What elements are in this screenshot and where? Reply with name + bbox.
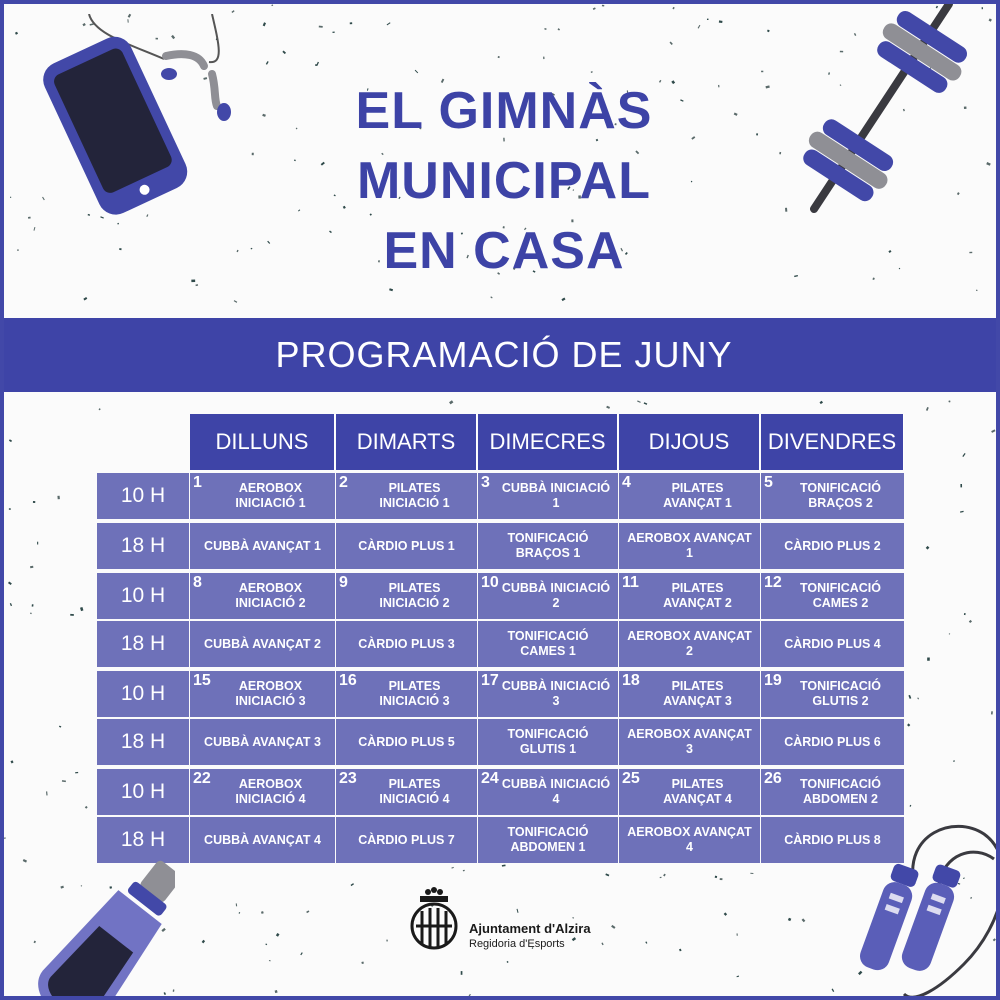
class-cell [619, 769, 760, 815]
class-name: PILATES AVANÇAT 2 [663, 581, 732, 610]
class-cell [336, 769, 477, 815]
title-line-1: EL GIMNÀS [355, 82, 653, 140]
day-number: 1 [193, 474, 202, 491]
class-name: AEROBOX INICIACIÓ 2 [235, 581, 306, 610]
day-header: DIMECRES [478, 414, 618, 470]
class-name: TONIFICACIÓ CAMES 1 [507, 629, 589, 658]
water-bottle-icon [0, 849, 175, 1000]
class-name: CUBBÀ AVANÇAT 4 [204, 832, 321, 847]
day-number: 26 [764, 770, 782, 787]
day-number: 4 [622, 474, 631, 491]
class-cell [190, 769, 335, 815]
day-number: 23 [339, 770, 357, 787]
main-title [204, 76, 804, 286]
class-name: PILATES INICIACIÓ 2 [379, 581, 450, 610]
time-slot-label: 10 H [97, 573, 189, 619]
day-number: 19 [764, 672, 782, 689]
class-cell [761, 573, 904, 619]
class-name: CÀRDIO PLUS 2 [784, 538, 881, 553]
dumbbell-icon [799, 4, 974, 219]
class-cell [619, 621, 760, 667]
class-cell [336, 523, 477, 569]
day-header: DIVENDRES [761, 414, 904, 470]
class-cell [478, 523, 618, 569]
class-name: CUBBÀ INICIACIÓ 3 [501, 679, 611, 708]
class-name: CUBBÀ AVANÇAT 3 [204, 734, 321, 749]
day-number: 17 [481, 672, 499, 689]
class-name: AEROBOX INICIACIÓ 4 [235, 777, 306, 806]
class-name: TONIFICACIÓ BRAÇOS 2 [799, 481, 882, 510]
class-cell [478, 817, 618, 863]
day-header: DIJOUS [619, 414, 760, 470]
class-cell [478, 671, 618, 717]
class-cell [190, 573, 335, 619]
class-cell [478, 719, 618, 765]
day-number: 25 [622, 770, 640, 787]
time-slot-label: 18 H [97, 817, 189, 863]
class-cell [190, 671, 335, 717]
class-cell [478, 573, 618, 619]
day-header: DIMARTS [336, 414, 477, 470]
class-cell [190, 719, 335, 765]
class-cell [619, 573, 760, 619]
class-name: CÀRDIO PLUS 7 [358, 832, 455, 847]
class-cell [336, 719, 477, 765]
class-name: CUBBÀ INICIACIÓ 2 [501, 581, 611, 610]
class-name: CÀRDIO PLUS 6 [784, 734, 881, 749]
day-number: 18 [622, 672, 640, 689]
class-name: AEROBOX AVANÇAT 2 [627, 629, 752, 658]
day-number: 22 [193, 770, 211, 787]
day-number: 5 [764, 474, 773, 491]
day-number: 3 [481, 474, 490, 491]
class-cell [761, 621, 904, 667]
class-cell [336, 473, 477, 519]
class-name: TONIFICACIÓ ABDOMEN 1 [507, 825, 589, 854]
class-name: CÀRDIO PLUS 5 [358, 734, 455, 749]
class-name: PILATES INICIACIÓ 3 [379, 679, 450, 708]
day-number: 12 [764, 574, 782, 591]
class-cell [619, 719, 760, 765]
time-slot-label: 18 H [97, 621, 189, 667]
class-name: PILATES AVANÇAT 1 [663, 481, 732, 510]
time-slot-label: 18 H [97, 719, 189, 765]
class-cell [190, 817, 335, 863]
class-cell [761, 671, 904, 717]
class-name: PILATES AVANÇAT 3 [663, 679, 732, 708]
time-slot-label: 10 H [97, 473, 189, 519]
class-cell [478, 769, 618, 815]
class-name: PILATES AVANÇAT 4 [663, 777, 732, 806]
day-number: 11 [622, 574, 639, 591]
class-cell [336, 671, 477, 717]
class-cell [619, 817, 760, 863]
class-cell [761, 523, 904, 569]
class-name: CUBBÀ AVANÇAT 1 [204, 538, 321, 553]
time-slot-label: 18 H [97, 523, 189, 569]
class-name: AEROBOX INICIACIÓ 1 [235, 481, 306, 510]
class-cell [619, 523, 760, 569]
class-cell [336, 573, 477, 619]
class-cell [761, 473, 904, 519]
day-number: 9 [339, 574, 348, 591]
class-name: TONIFICACIÓ CAMES 2 [799, 581, 882, 610]
class-cell [190, 621, 335, 667]
month-banner: PROGRAMACIÓ DE JUNY [4, 318, 1000, 392]
day-number: 24 [481, 770, 499, 787]
class-cell [761, 719, 904, 765]
class-name: TONIFICACIÓ BRAÇOS 1 [507, 531, 589, 560]
title-line-3: EN CASA [383, 222, 625, 280]
class-name: PILATES INICIACIÓ 4 [379, 777, 450, 806]
class-name: TONIFICACIÓ ABDOMEN 2 [799, 777, 882, 806]
class-name: PILATES INICIACIÓ 1 [379, 481, 450, 510]
class-name: AEROBOX AVANÇAT 4 [627, 825, 752, 854]
jump-rope-icon [844, 814, 1000, 1000]
class-cell [190, 523, 335, 569]
class-name: CÀRDIO PLUS 8 [784, 832, 881, 847]
class-name: CUBBÀ INICIACIÓ 1 [501, 481, 611, 510]
time-slot-label: 10 H [97, 671, 189, 717]
class-cell [761, 769, 904, 815]
class-name: AEROBOX INICIACIÓ 3 [235, 679, 306, 708]
class-cell [478, 621, 618, 667]
day-number: 2 [339, 474, 348, 491]
day-number: 16 [339, 672, 357, 689]
class-cell [478, 473, 618, 519]
day-header: DILLUNS [190, 414, 335, 470]
class-cell [619, 473, 760, 519]
footer-subtitle: Regidoria d'Esports [469, 938, 565, 950]
footer-name: Ajuntament d'Alzira [469, 921, 591, 936]
class-name: AEROBOX AVANÇAT 3 [627, 727, 752, 756]
day-number: 10 [481, 574, 499, 591]
class-name: TONIFICACIÓ GLUTIS 2 [799, 679, 882, 708]
class-cell [190, 473, 335, 519]
class-cell [336, 817, 477, 863]
day-number: 8 [193, 574, 202, 591]
class-name: AEROBOX AVANÇAT 1 [627, 531, 752, 560]
day-number: 15 [193, 672, 211, 689]
class-name: CÀRDIO PLUS 3 [358, 636, 455, 651]
class-cell [336, 621, 477, 667]
class-name: TONIFICACIÓ GLUTIS 1 [507, 727, 589, 756]
class-name: CÀRDIO PLUS 4 [784, 636, 881, 651]
title-line-2: MUNICIPAL [356, 152, 651, 210]
class-name: CUBBÀ AVANÇAT 2 [204, 636, 321, 651]
class-name: CUBBÀ INICIACIÓ 4 [501, 777, 611, 806]
class-name: CÀRDIO PLUS 1 [358, 538, 455, 553]
time-slot-label: 10 H [97, 769, 189, 815]
class-cell [619, 671, 760, 717]
